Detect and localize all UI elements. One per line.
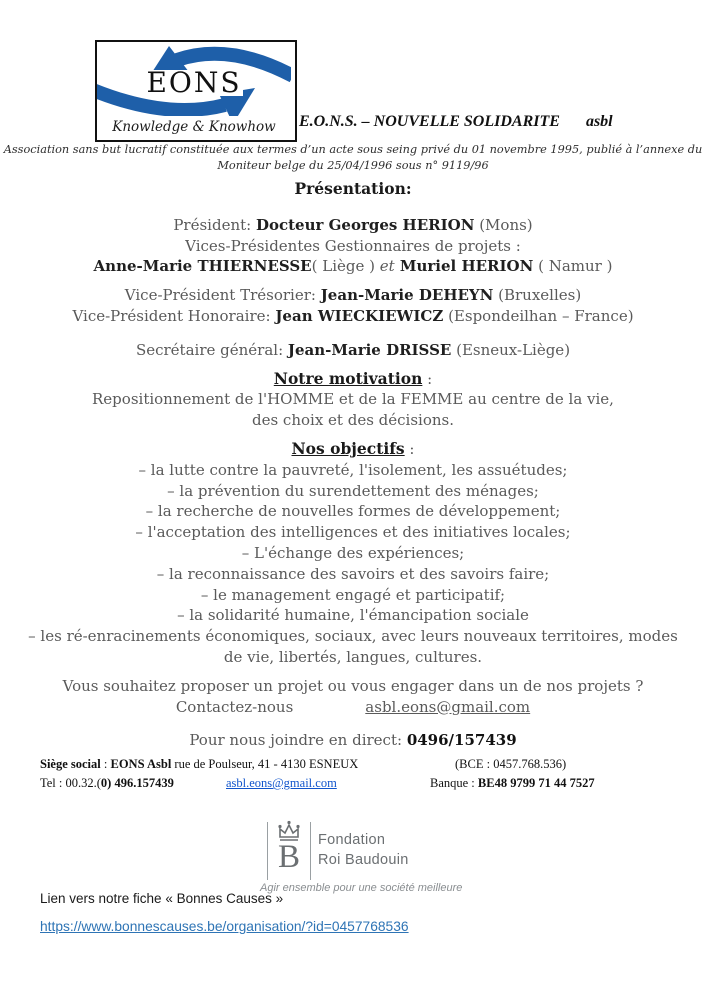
bonnes-causes-label: Lien vers notre fiche « Bonnes Causes » <box>40 891 284 906</box>
honorary-name: Jean WIECKIEWICZ <box>275 306 444 325</box>
footer-tel-line <box>40 776 174 791</box>
frb-left-bar <box>267 822 268 880</box>
eons-logo-tagline: Knowledge & Knowhow <box>112 119 276 135</box>
objective-item: – l'acceptation des intelligences et des initiatives locales; <box>135 523 571 542</box>
eons-logo-name: EONS <box>146 66 242 99</box>
objective-item: – la prévention du surendettement des ménages; <box>167 481 539 500</box>
president-name: Docteur Georges HERION <box>255 215 475 234</box>
contact-email-link[interactable]: asbl.eons@gmail.com <box>365 697 531 716</box>
treasurer-label: Vice-Président Trésorier: <box>124 286 321 305</box>
frb-name-line1: Fondation <box>318 832 386 848</box>
main-content <box>23 179 683 751</box>
org-name: EONS Asbl <box>110 757 172 771</box>
objective-item: – la reconnaissance des savoirs et des savoirs faire; <box>156 564 550 583</box>
frb-name <box>318 820 409 880</box>
frb-name-line2: Roi Baudouin <box>318 852 409 868</box>
footer-bank-line <box>430 776 595 791</box>
document-title <box>299 113 613 131</box>
vice2-name: Muriel HERION <box>394 257 534 276</box>
fondation-roi-baudouin-logo <box>260 820 490 880</box>
honorary-line <box>23 306 683 327</box>
objectives-heading: Nos objectifs <box>291 438 405 458</box>
bce-number: (BCE : 0457.768.536) <box>455 757 567 771</box>
frb-right-bar <box>310 822 311 880</box>
direct-phone: 0496/157439 <box>406 731 517 750</box>
motivation-line1: Repositionnement de l'HOMME et de la FEMME au centre de la vie, <box>92 390 614 409</box>
honorary-location: (Espondeilhan – France) <box>443 306 634 325</box>
treasurer-location: (Bruxelles) <box>493 286 582 305</box>
tel-number: 0) 496.157439 <box>100 776 174 790</box>
subtitle-line2: Moniteur belge du 25/04/1996 sous n° 9119/96 <box>217 158 489 172</box>
honorary-label: Vice-Président Honoraire: <box>72 306 276 325</box>
vice1-name: Anne-Marie THIERNESSE <box>93 257 312 276</box>
siege-sep: : <box>100 757 111 771</box>
direct-label: Pour nous joindre en direct: <box>189 731 407 750</box>
subtitle-line1: Association sans but lucratif constituée aux termes d’un acte sous seing privé du 01 novembre 1995, publié à l’annexe du <box>3 143 703 156</box>
vices-title: Vices-Présidentes Gestionnaires de projets : <box>185 236 521 255</box>
footer-email-link[interactable]: asbl.eons@gmail.com <box>226 776 337 790</box>
bank-label: Banque : <box>430 776 478 790</box>
footer <box>0 757 706 801</box>
title-suffix: asbl <box>585 113 613 130</box>
and-word: et <box>379 257 395 276</box>
frb-tagline: Agir ensemble pour une société meilleure <box>260 882 463 894</box>
vices-line <box>23 256 683 277</box>
frb-letter: B <box>277 839 300 875</box>
footer-address-line <box>40 757 358 772</box>
title-main: E.O.N.S. – NOUVELLE SOLIDARITE <box>299 113 560 130</box>
objectives-heading-suffix: : <box>404 439 415 458</box>
objectives-heading-line <box>23 439 683 460</box>
objective-item: – le management engagé et participatif; <box>200 585 506 604</box>
objective-item: – les ré-enracinements économiques, sociaux, avec leurs nouveaux territoires, modes de vie, libertés, langues, cultures. <box>28 627 678 666</box>
motivation-line2: des choix et des décisions. <box>251 411 454 430</box>
motivation-heading-line <box>23 369 683 390</box>
vice2-location: ( Namur ) <box>533 257 613 276</box>
eons-logo <box>95 40 297 142</box>
treasurer-line <box>23 285 683 306</box>
contact-label: Contactez-nous <box>175 697 294 716</box>
president-label: Président: <box>173 215 256 234</box>
objective-item: – L'échange des expériences; <box>241 543 465 562</box>
secretary-location: (Esneux-Liège) <box>451 340 571 359</box>
tel-prefix: Tel : 00.32.( <box>40 776 101 790</box>
president-line <box>23 215 683 236</box>
cta-contact-line <box>23 697 683 718</box>
treasurer-name: Jean-Marie DEHEYN <box>320 286 494 305</box>
motivation-heading-suffix: : <box>422 369 433 388</box>
objective-item: – la recherche de nouvelles formes de développement; <box>145 502 561 521</box>
president-location: (Mons) <box>474 215 533 234</box>
bank-number: BE48 9799 71 44 7527 <box>477 776 595 790</box>
secretary-label: Secrétaire général: <box>135 340 288 359</box>
bonnes-causes-url-link[interactable]: https://www.bonnescauses.be/organisation/?id=0457768536 <box>40 919 409 934</box>
direct-line <box>23 730 683 751</box>
legal-subtitle <box>0 142 706 173</box>
objective-item: – la lutte contre la pauvreté, l'isolement, les assuétudes; <box>138 460 568 479</box>
cta-line1: Vous souhaitez proposer un projet ou vous engager dans un de nos projets ? <box>62 676 644 695</box>
secretary-line <box>23 340 683 361</box>
siege-label: Siège social <box>40 757 101 771</box>
presentation-heading: Présentation: <box>294 179 412 198</box>
motivation-heading: Notre motivation <box>273 368 423 388</box>
org-address: rue de Poulseur, 41 - 4130 ESNEUX <box>171 757 359 771</box>
secretary-name: Jean-Marie DRISSE <box>287 340 452 359</box>
frb-emblem <box>275 820 303 880</box>
eons-arrows-icon <box>97 42 291 136</box>
objective-item: – la solidarité humaine, l'émancipation sociale <box>177 606 529 625</box>
vice1-location: ( Liège ) <box>311 257 380 276</box>
